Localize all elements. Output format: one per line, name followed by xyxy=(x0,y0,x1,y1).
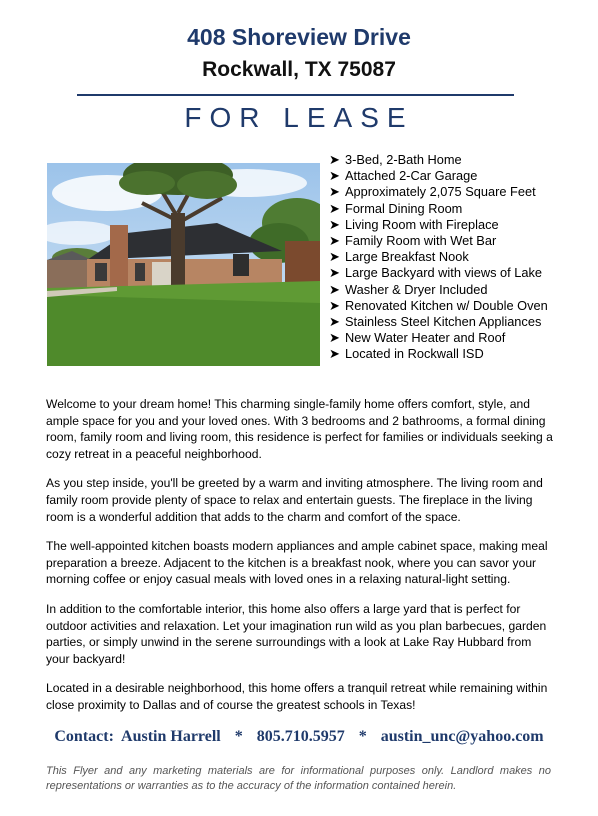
contact-phone: 805.710.5957 xyxy=(256,728,345,745)
feature-item xyxy=(329,265,548,281)
feature-text: Washer & Dryer Included xyxy=(345,281,488,297)
feature-list xyxy=(329,152,548,363)
arrow-bullet-icon: ➤ xyxy=(329,168,340,184)
property-address-heading: 408 Shoreview Drive xyxy=(187,24,411,50)
feature-text: 3-Bed, 2-Bath Home xyxy=(345,152,462,167)
disclaimer-text: This Flyer and any marketing materials are for informational purposes only. Landlord makes no representations or warranties as to the accuracy of the information contained herein. xyxy=(46,765,551,792)
feature-text: Stainless Steel Kitchen Appliances xyxy=(345,314,542,330)
house-photo-illustration xyxy=(47,163,320,366)
arrow-bullet-icon: ➤ xyxy=(329,184,340,200)
description-paragraph: The well-appointed kitchen boasts modern appliances and ample cabinet space, making meal preparation a breeze. Adjacent to the kitchen is a breakfast nook, where you can savor your morning coffee or enjoy casual meals with loved ones in a relaxing natural-light setting. xyxy=(46,539,548,587)
description-paragraph: Welcome to your dream home! This charming single-family home offers comfort, style, and ample space for you and your loved ones. With 3 bedrooms and 2 bathrooms, a formal dining room, family room and living room, this residence is perfect for families or individuals seeking a cozy retreat in a peaceful neighborhood. xyxy=(46,397,553,461)
feature-text: Large Backyard with views of Lake xyxy=(345,265,543,281)
arrow-bullet-icon: ➤ xyxy=(329,216,340,232)
contact-email: austin_unc@yahoo.com xyxy=(380,728,544,745)
description-paragraph: Located in a desirable neighborhood, this home offers a tranquil retreat while remaining within close proximity to Dallas and of course the greatest schools in Texas! xyxy=(46,681,548,712)
arrow-bullet-icon: ➤ xyxy=(329,152,340,167)
arrow-bullet-icon: ➤ xyxy=(329,281,340,297)
contact-line xyxy=(0,728,598,746)
feature-text: Large Breakfast Nook xyxy=(345,249,469,265)
feature-text: Renovated Kitchen w/ Double Oven xyxy=(345,297,548,313)
description-paragraph: As you step inside, you'll be greeted by a warm and inviting atmosphere. The living room and family room provide plenty of space to relax and entertain guests. The fireplace in the living room is a wonderful addition that adds to the charm and comfort of the space. xyxy=(46,476,543,524)
heading-divider xyxy=(77,94,514,96)
contact-separator: * xyxy=(358,728,367,745)
feature-text: Family Room with Wet Bar xyxy=(345,233,497,249)
feature-item xyxy=(329,152,548,168)
feature-text: New Water Heater and Roof xyxy=(345,330,506,346)
property-description xyxy=(46,396,556,727)
arrow-bullet-icon: ➤ xyxy=(329,314,340,330)
feature-item xyxy=(329,184,548,200)
feature-item xyxy=(329,298,548,314)
feature-item xyxy=(329,233,548,249)
arrow-bullet-icon: ➤ xyxy=(329,249,340,265)
arrow-bullet-icon: ➤ xyxy=(329,346,340,362)
listing-status-heading: FOR LEASE xyxy=(184,102,414,133)
contact-separator: * xyxy=(234,728,243,745)
contact-name: Contact: Austin Harrell xyxy=(54,728,221,745)
feature-item xyxy=(329,282,548,298)
arrow-bullet-icon: ➤ xyxy=(329,265,340,281)
feature-item xyxy=(329,314,548,330)
feature-item xyxy=(329,330,548,346)
house-photo xyxy=(47,163,320,366)
arrow-bullet-icon: ➤ xyxy=(329,297,340,313)
arrow-bullet-icon: ➤ xyxy=(329,233,340,249)
feature-item xyxy=(329,168,548,184)
feature-text: Formal Dining Room xyxy=(345,200,463,216)
arrow-bullet-icon: ➤ xyxy=(329,200,340,216)
feature-item xyxy=(329,201,548,217)
feature-text: Attached 2-Car Garage xyxy=(345,168,478,184)
feature-text: Approximately 2,075 Square Feet xyxy=(345,184,536,200)
feature-item xyxy=(329,346,548,362)
feature-text: Located in Rockwall ISD xyxy=(345,346,484,362)
feature-text: Living Room with Fireplace xyxy=(345,216,499,232)
description-paragraph: In addition to the comfortable interior, this home also offers a large yard that is perfect for outdoor activities and relaxation. Let your imagination run wild as you plan barbecues, garden parties, or simply unwind in the serene surroundings with a look at Lake Ray Hubbard from your backyard! xyxy=(46,601,547,666)
city-state-zip-heading: Rockwall, TX 75087 xyxy=(202,58,396,81)
feature-item xyxy=(329,217,548,233)
feature-item xyxy=(329,249,548,265)
arrow-bullet-icon: ➤ xyxy=(329,330,340,346)
